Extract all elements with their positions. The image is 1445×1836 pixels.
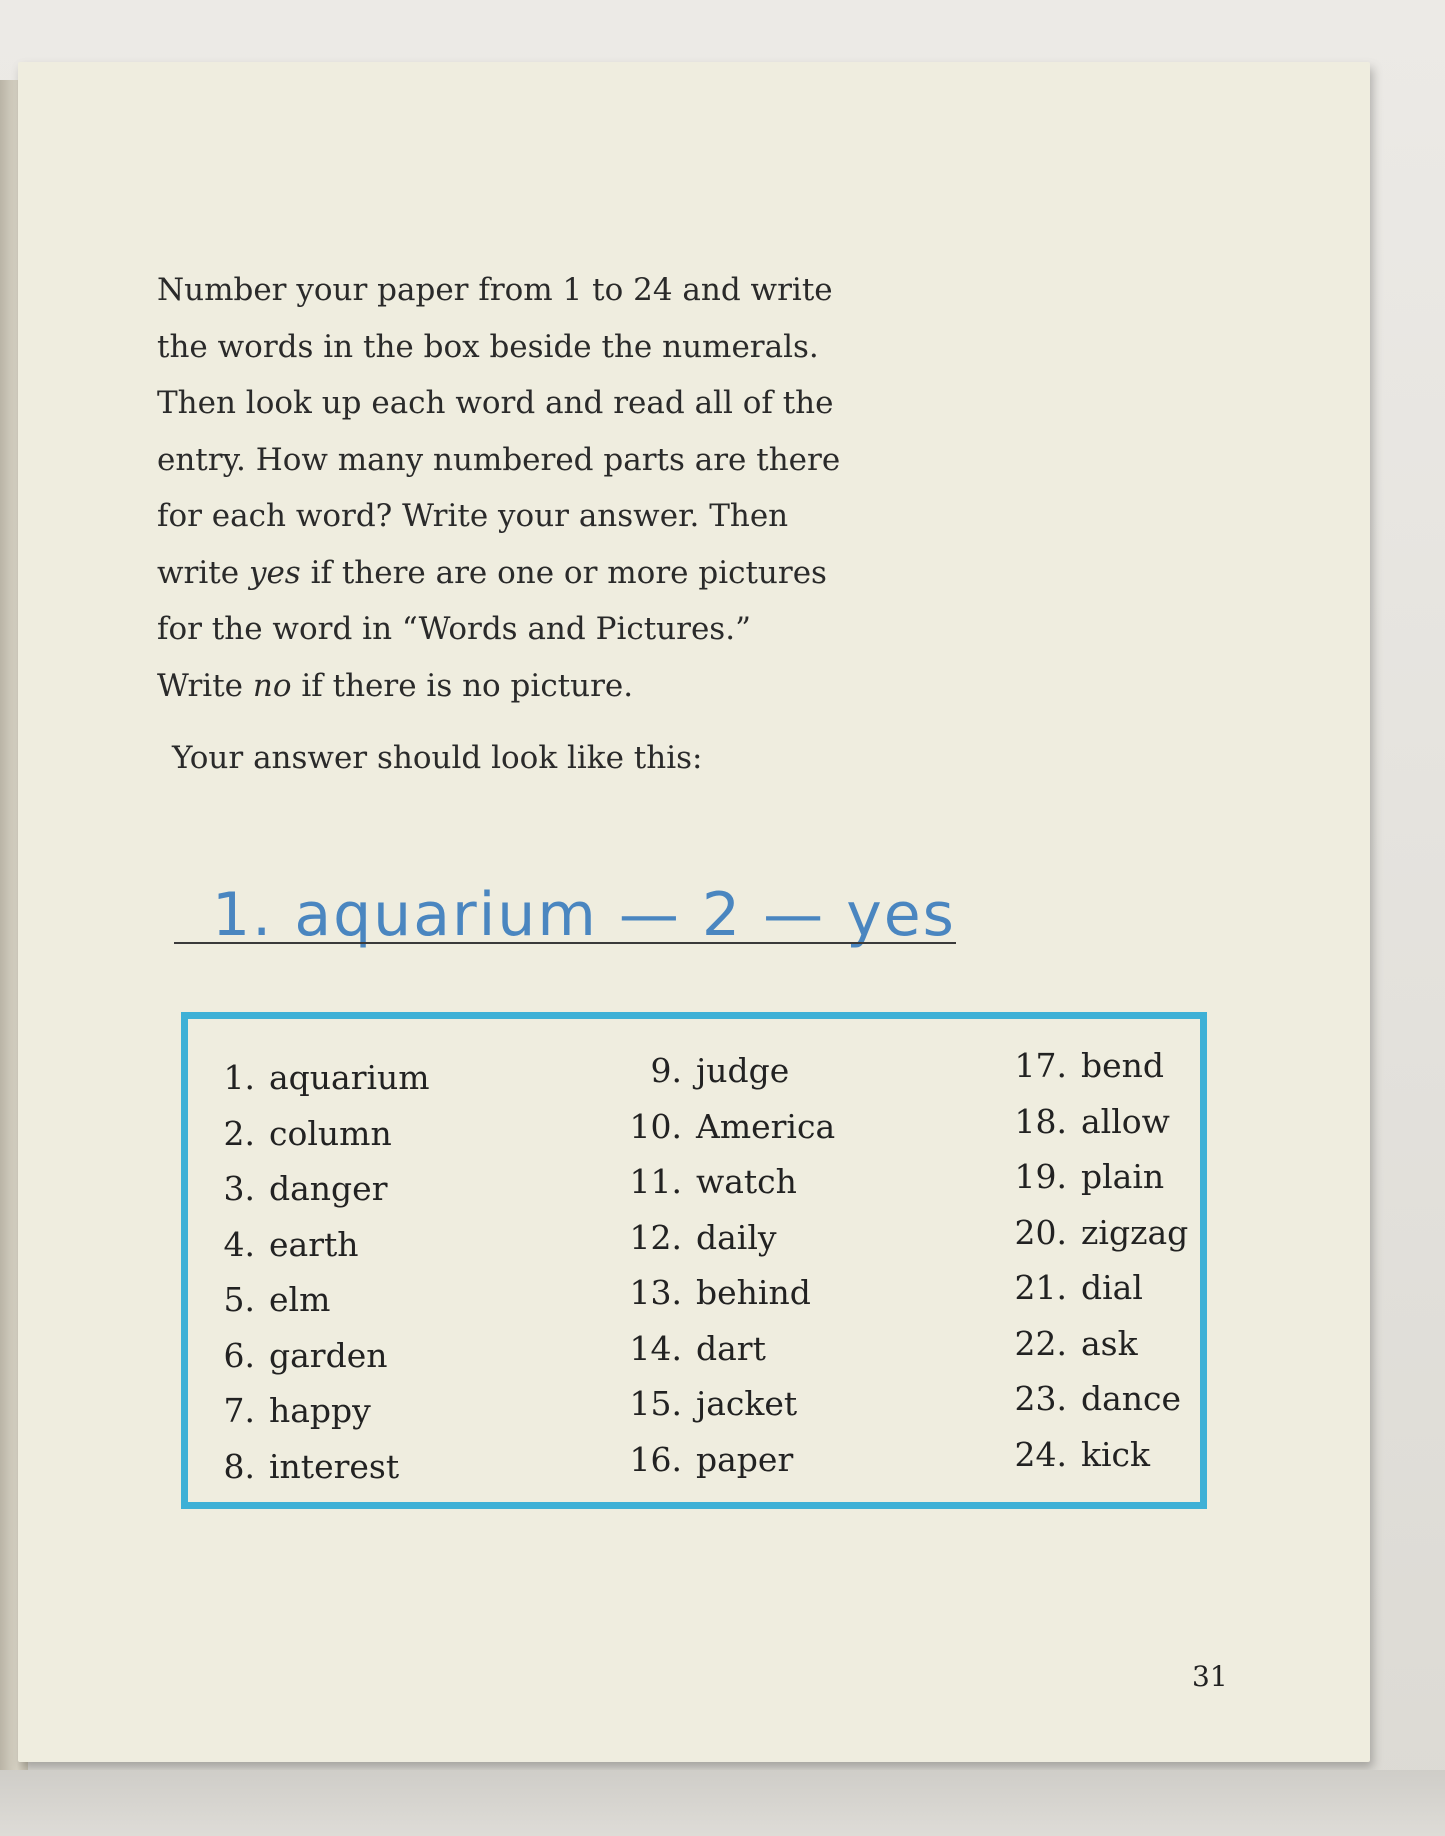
item-word: ask <box>1081 1323 1138 1363</box>
item-word: earth <box>269 1224 359 1264</box>
item-word: judge <box>696 1051 790 1090</box>
instructions-line: entry. How many numbered parts are there <box>157 441 841 478</box>
text-segment: if there is no picture. <box>291 667 634 704</box>
word-list-item <box>1005 1094 1188 1150</box>
emphasis-no: no <box>252 667 292 704</box>
table-surface <box>0 1770 1445 1836</box>
item-word: daily <box>696 1217 777 1257</box>
item-number: 21. <box>1014 1268 1067 1307</box>
item-word: jacket <box>696 1384 798 1423</box>
text-segment: Write <box>157 667 253 704</box>
instructions-line <box>157 545 957 602</box>
page-number: 31 <box>1192 1660 1228 1693</box>
word-list-item <box>620 1099 835 1155</box>
item-number: 20. <box>1014 1212 1067 1252</box>
answer-underline <box>174 942 956 944</box>
word-list-item <box>215 1217 430 1273</box>
word-column-3 <box>1005 1038 1188 1482</box>
answer-intro: Your answer should look like this: <box>172 740 703 776</box>
item-word: dial <box>1081 1268 1143 1307</box>
item-word: danger <box>269 1169 388 1208</box>
word-list-item <box>620 1321 835 1377</box>
word-list-item <box>215 1161 430 1217</box>
item-word: behind <box>696 1273 811 1312</box>
item-word: elm <box>269 1280 331 1319</box>
item-word: happy <box>269 1391 371 1430</box>
word-list-item <box>620 1376 835 1432</box>
item-word: kick <box>1081 1434 1151 1474</box>
word-list-item <box>1005 1205 1188 1261</box>
item-word: allow <box>1081 1101 1170 1141</box>
instructions-line: Then look up each word and read all of the <box>157 385 834 421</box>
word-list-item <box>620 1265 835 1321</box>
word-list-item <box>215 1383 430 1439</box>
instructions-line: for each word? Write your answer. Then <box>157 498 789 534</box>
word-list-item <box>215 1439 430 1495</box>
item-number: 15. <box>629 1384 682 1423</box>
item-word: dart <box>696 1328 766 1368</box>
word-list-item <box>1005 1038 1188 1094</box>
item-word: bend <box>1081 1046 1165 1085</box>
item-number: 19. <box>1014 1157 1067 1196</box>
word-list-item <box>215 1272 430 1328</box>
word-list-item <box>215 1050 430 1106</box>
item-number: 22. <box>1014 1323 1067 1363</box>
item-number: 11. <box>629 1162 682 1201</box>
item-number: 24. <box>1014 1434 1067 1474</box>
item-number: 7. <box>223 1391 255 1430</box>
item-number: 5. <box>223 1280 255 1319</box>
item-number: 23. <box>1014 1379 1067 1418</box>
item-word: garden <box>269 1335 388 1375</box>
word-list-item <box>620 1154 835 1210</box>
item-number: 6. <box>223 1335 255 1375</box>
word-list-item <box>620 1210 835 1266</box>
item-number: 4. <box>223 1224 255 1264</box>
instructions-line: the words in the box beside the numerals. <box>157 328 819 365</box>
item-number: 16. <box>629 1439 682 1479</box>
item-word: zigzag <box>1081 1212 1189 1252</box>
item-word: aquarium <box>269 1058 430 1097</box>
item-number: 9. <box>650 1051 682 1090</box>
instructions-line: for the word in “Words and Pictures.” <box>157 611 751 647</box>
word-list-item <box>1005 1371 1188 1427</box>
word-list-item <box>620 1432 835 1488</box>
item-number: 18. <box>1014 1101 1067 1141</box>
item-word: watch <box>696 1162 797 1201</box>
word-list-item <box>215 1106 430 1162</box>
item-word: dance <box>1081 1379 1182 1418</box>
word-list-item <box>1005 1316 1188 1372</box>
word-list-item <box>1005 1427 1188 1483</box>
item-number: 14. <box>629 1328 682 1368</box>
handwritten-sample-answer: 1. aquarium — 2 — yes <box>212 880 956 950</box>
word-list-item <box>1005 1260 1188 1316</box>
item-word: America <box>696 1106 836 1146</box>
text-segment: write <box>157 554 249 591</box>
word-column-1 <box>215 1050 430 1494</box>
word-list-item <box>215 1328 430 1384</box>
item-number: 8. <box>223 1446 255 1486</box>
item-number: 13. <box>629 1273 682 1312</box>
instructions-line: Number your paper from 1 to 24 and write <box>157 272 833 308</box>
item-word: interest <box>269 1446 400 1486</box>
item-number: 12. <box>629 1217 682 1257</box>
instructions-line <box>157 658 957 715</box>
instructions-paragraph <box>157 262 957 714</box>
item-number: 3. <box>223 1169 255 1208</box>
item-number: 1. <box>223 1058 255 1097</box>
word-list-item <box>620 1043 835 1099</box>
text-segment: if there are one or more pictures <box>300 554 827 591</box>
item-number: 10. <box>629 1106 682 1146</box>
item-number: 2. <box>223 1113 255 1153</box>
item-word: plain <box>1081 1157 1165 1196</box>
word-column-2 <box>620 1043 835 1487</box>
item-number: 17. <box>1014 1046 1067 1085</box>
item-word: paper <box>696 1439 794 1479</box>
word-list-item <box>1005 1149 1188 1205</box>
emphasis-yes: yes <box>248 554 301 591</box>
item-word: column <box>269 1113 392 1153</box>
